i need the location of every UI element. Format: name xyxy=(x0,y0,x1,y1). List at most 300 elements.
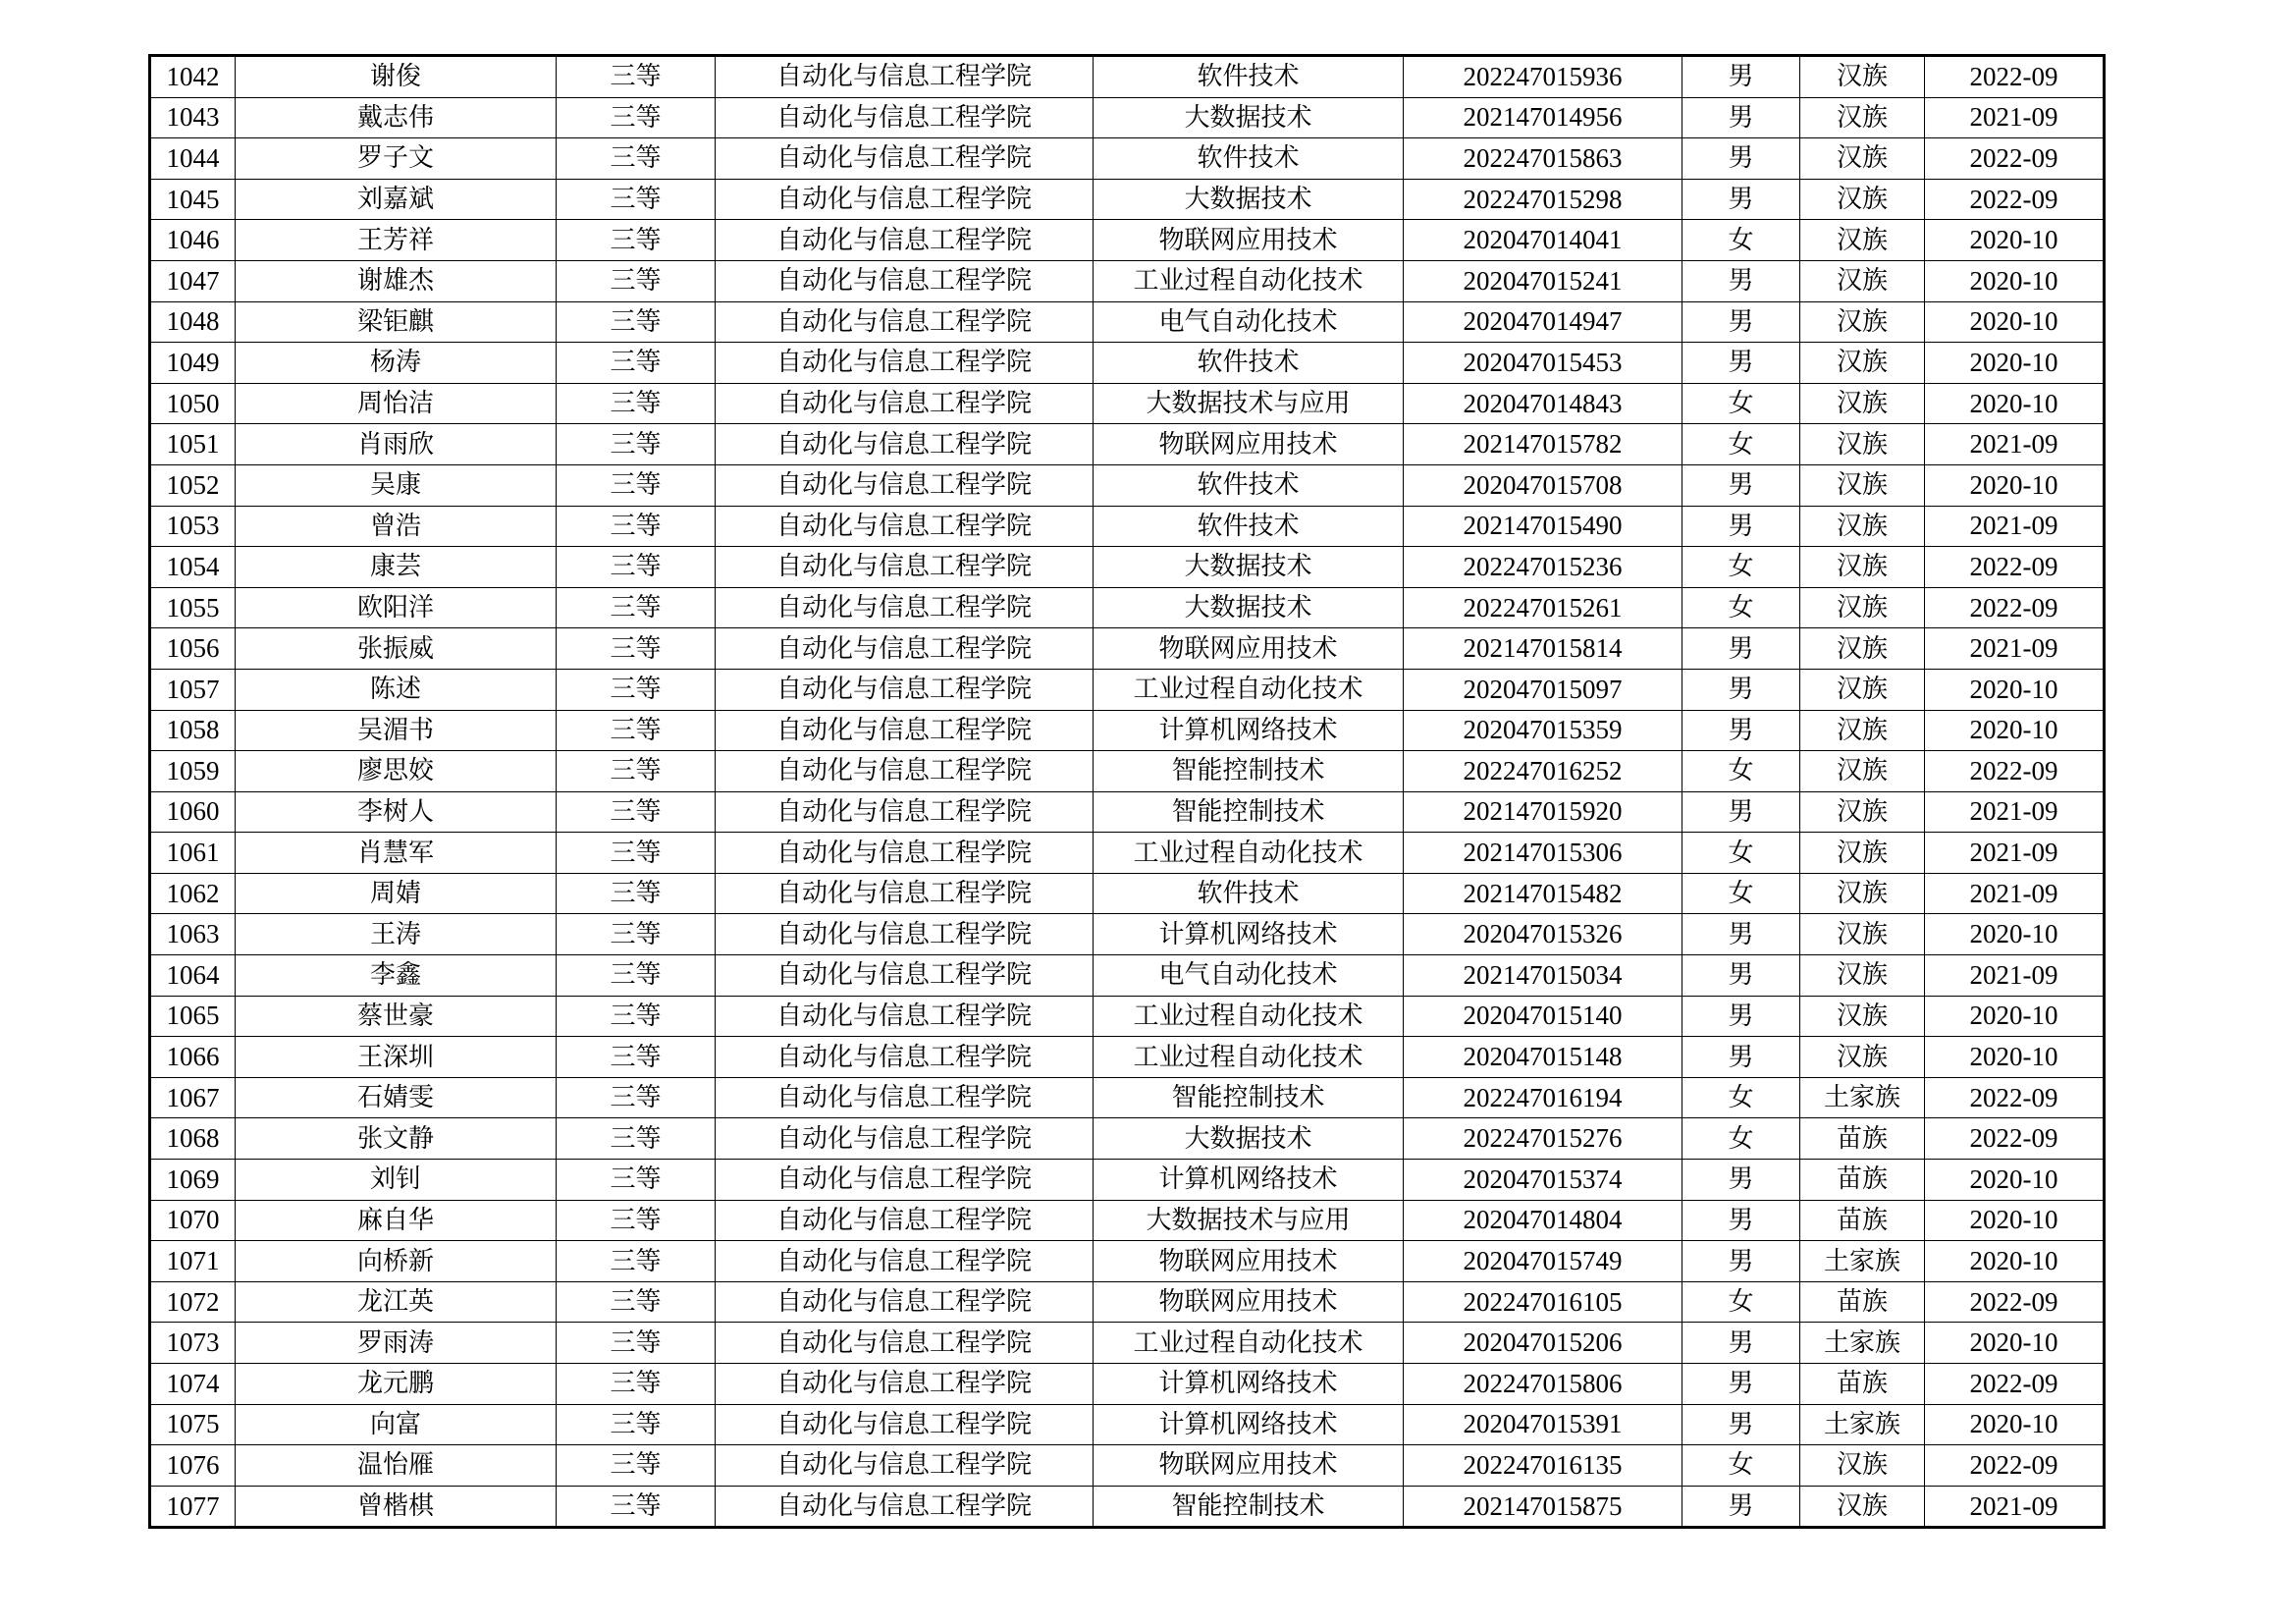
college-cell: 自动化与信息工程学院 xyxy=(716,955,1094,997)
college-cell: 自动化与信息工程学院 xyxy=(716,1077,1094,1118)
table-row xyxy=(150,873,2105,914)
award-level-cell: 三等 xyxy=(557,1404,716,1445)
major-cell: 智能控制技术 xyxy=(1094,791,1404,833)
major-cell: 软件技术 xyxy=(1094,56,1404,98)
serial-number-cell: 1069 xyxy=(150,1160,236,1201)
enrollment-date-cell: 2022-09 xyxy=(1925,138,2105,180)
student-id-cell: 202247015236 xyxy=(1404,547,1682,588)
table-row xyxy=(150,138,2105,180)
college-cell: 自动化与信息工程学院 xyxy=(716,873,1094,914)
serial-number-cell: 1052 xyxy=(150,464,236,506)
table-row xyxy=(150,97,2105,138)
ethnicity-cell: 汉族 xyxy=(1800,628,1925,670)
ethnicity-cell: 汉族 xyxy=(1800,1037,1925,1078)
student-id-cell: 202147015814 xyxy=(1404,628,1682,670)
student-name-cell: 周婧 xyxy=(236,873,557,914)
ethnicity-cell: 汉族 xyxy=(1800,873,1925,914)
serial-number-cell: 1053 xyxy=(150,506,236,547)
college-cell: 自动化与信息工程学院 xyxy=(716,996,1094,1037)
table-row xyxy=(150,1486,2105,1528)
award-level-cell: 三等 xyxy=(557,914,716,955)
ethnicity-cell: 汉族 xyxy=(1800,220,1925,261)
major-cell: 软件技术 xyxy=(1094,138,1404,180)
enrollment-date-cell: 2022-09 xyxy=(1925,1364,2105,1405)
student-name-cell: 梁钜麒 xyxy=(236,301,557,343)
award-level-cell: 三等 xyxy=(557,751,716,792)
student-name-cell: 罗雨涛 xyxy=(236,1323,557,1364)
gender-cell: 男 xyxy=(1682,791,1800,833)
student-name-cell: 周怡洁 xyxy=(236,383,557,424)
major-cell: 工业过程自动化技术 xyxy=(1094,1323,1404,1364)
enrollment-date-cell: 2021-09 xyxy=(1925,628,2105,670)
ethnicity-cell: 汉族 xyxy=(1800,1445,1925,1487)
ethnicity-cell: 汉族 xyxy=(1800,955,1925,997)
student-id-cell: 202047015749 xyxy=(1404,1241,1682,1282)
serial-number-cell: 1073 xyxy=(150,1323,236,1364)
student-name-cell: 刘嘉斌 xyxy=(236,179,557,220)
college-cell: 自动化与信息工程学院 xyxy=(716,1160,1094,1201)
gender-cell: 女 xyxy=(1682,547,1800,588)
award-level-cell: 三等 xyxy=(557,1364,716,1405)
student-name-cell: 康芸 xyxy=(236,547,557,588)
student-id-cell: 202247016194 xyxy=(1404,1077,1682,1118)
table-row xyxy=(150,301,2105,343)
college-cell: 自动化与信息工程学院 xyxy=(716,669,1094,710)
college-cell: 自动化与信息工程学院 xyxy=(716,97,1094,138)
gender-cell: 女 xyxy=(1682,1118,1800,1160)
ethnicity-cell: 汉族 xyxy=(1800,1486,1925,1528)
college-cell: 自动化与信息工程学院 xyxy=(716,587,1094,628)
enrollment-date-cell: 2020-10 xyxy=(1925,1241,2105,1282)
enrollment-date-cell: 2020-10 xyxy=(1925,343,2105,384)
ethnicity-cell: 土家族 xyxy=(1800,1404,1925,1445)
award-level-cell: 三等 xyxy=(557,1118,716,1160)
table-row xyxy=(150,1404,2105,1445)
student-id-cell: 202047015359 xyxy=(1404,710,1682,751)
table-row xyxy=(150,1037,2105,1078)
enrollment-date-cell: 2021-09 xyxy=(1925,873,2105,914)
student-name-cell: 谢雄杰 xyxy=(236,260,557,301)
student-id-cell: 202247015936 xyxy=(1404,56,1682,98)
ethnicity-cell: 汉族 xyxy=(1800,751,1925,792)
serial-number-cell: 1063 xyxy=(150,914,236,955)
table-row xyxy=(150,343,2105,384)
major-cell: 物联网应用技术 xyxy=(1094,220,1404,261)
serial-number-cell: 1046 xyxy=(150,220,236,261)
student-id-cell: 202047014041 xyxy=(1404,220,1682,261)
major-cell: 大数据技术与应用 xyxy=(1094,1200,1404,1241)
award-level-cell: 三等 xyxy=(557,791,716,833)
gender-cell: 男 xyxy=(1682,260,1800,301)
ethnicity-cell: 汉族 xyxy=(1800,791,1925,833)
award-level-cell: 三等 xyxy=(557,301,716,343)
table-body xyxy=(150,56,2105,1528)
award-level-cell: 三等 xyxy=(557,1445,716,1487)
student-id-cell: 202247016135 xyxy=(1404,1445,1682,1487)
major-cell: 物联网应用技术 xyxy=(1094,1241,1404,1282)
serial-number-cell: 1055 xyxy=(150,587,236,628)
student-id-cell: 202147015782 xyxy=(1404,424,1682,465)
major-cell: 软件技术 xyxy=(1094,343,1404,384)
gender-cell: 男 xyxy=(1682,1364,1800,1405)
award-level-cell: 三等 xyxy=(557,955,716,997)
student-id-cell: 202147015034 xyxy=(1404,955,1682,997)
gender-cell: 女 xyxy=(1682,751,1800,792)
ethnicity-cell: 汉族 xyxy=(1800,97,1925,138)
college-cell: 自动化与信息工程学院 xyxy=(716,1364,1094,1405)
enrollment-date-cell: 2020-10 xyxy=(1925,1037,2105,1078)
major-cell: 大数据技术 xyxy=(1094,97,1404,138)
table-row xyxy=(150,996,2105,1037)
ethnicity-cell: 汉族 xyxy=(1800,260,1925,301)
student-name-cell: 石婧雯 xyxy=(236,1077,557,1118)
enrollment-date-cell: 2020-10 xyxy=(1925,1160,2105,1201)
award-level-cell: 三等 xyxy=(557,547,716,588)
major-cell: 电气自动化技术 xyxy=(1094,301,1404,343)
enrollment-date-cell: 2020-10 xyxy=(1925,464,2105,506)
gender-cell: 女 xyxy=(1682,1445,1800,1487)
college-cell: 自动化与信息工程学院 xyxy=(716,1323,1094,1364)
student-id-cell: 202247015276 xyxy=(1404,1118,1682,1160)
award-level-cell: 三等 xyxy=(557,1160,716,1201)
major-cell: 工业过程自动化技术 xyxy=(1094,260,1404,301)
ethnicity-cell: 汉族 xyxy=(1800,179,1925,220)
student-name-cell: 李鑫 xyxy=(236,955,557,997)
enrollment-date-cell: 2021-09 xyxy=(1925,1486,2105,1528)
gender-cell: 男 xyxy=(1682,464,1800,506)
college-cell: 自动化与信息工程学院 xyxy=(716,1037,1094,1078)
gender-cell: 男 xyxy=(1682,996,1800,1037)
ethnicity-cell: 汉族 xyxy=(1800,587,1925,628)
serial-number-cell: 1044 xyxy=(150,138,236,180)
college-cell: 自动化与信息工程学院 xyxy=(716,628,1094,670)
ethnicity-cell: 汉族 xyxy=(1800,343,1925,384)
gender-cell: 女 xyxy=(1682,383,1800,424)
enrollment-date-cell: 2022-09 xyxy=(1925,751,2105,792)
student-id-cell: 202147015482 xyxy=(1404,873,1682,914)
enrollment-date-cell: 2021-09 xyxy=(1925,791,2105,833)
award-level-cell: 三等 xyxy=(557,56,716,98)
major-cell: 大数据技术 xyxy=(1094,1118,1404,1160)
student-name-cell: 李树人 xyxy=(236,791,557,833)
serial-number-cell: 1058 xyxy=(150,710,236,751)
student-id-cell: 202147015306 xyxy=(1404,833,1682,874)
student-award-table xyxy=(148,54,2106,1529)
major-cell: 计算机网络技术 xyxy=(1094,710,1404,751)
gender-cell: 女 xyxy=(1682,1077,1800,1118)
major-cell: 软件技术 xyxy=(1094,506,1404,547)
college-cell: 自动化与信息工程学院 xyxy=(716,343,1094,384)
serial-number-cell: 1051 xyxy=(150,424,236,465)
student-id-cell: 202047014804 xyxy=(1404,1200,1682,1241)
award-level-cell: 三等 xyxy=(557,343,716,384)
table-row xyxy=(150,751,2105,792)
gender-cell: 男 xyxy=(1682,97,1800,138)
ethnicity-cell: 汉族 xyxy=(1800,464,1925,506)
student-name-cell: 张文静 xyxy=(236,1118,557,1160)
gender-cell: 男 xyxy=(1682,710,1800,751)
college-cell: 自动化与信息工程学院 xyxy=(716,833,1094,874)
student-id-cell: 202147015490 xyxy=(1404,506,1682,547)
major-cell: 大数据技术 xyxy=(1094,179,1404,220)
award-level-cell: 三等 xyxy=(557,873,716,914)
student-name-cell: 肖雨欣 xyxy=(236,424,557,465)
table-row xyxy=(150,791,2105,833)
college-cell: 自动化与信息工程学院 xyxy=(716,1486,1094,1528)
major-cell: 工业过程自动化技术 xyxy=(1094,1037,1404,1078)
student-id-cell: 202247015806 xyxy=(1404,1364,1682,1405)
award-level-cell: 三等 xyxy=(557,220,716,261)
serial-number-cell: 1076 xyxy=(150,1445,236,1487)
student-id-cell: 202147015875 xyxy=(1404,1486,1682,1528)
student-id-cell: 202047015206 xyxy=(1404,1323,1682,1364)
major-cell: 物联网应用技术 xyxy=(1094,1445,1404,1487)
major-cell: 大数据技术与应用 xyxy=(1094,383,1404,424)
gender-cell: 男 xyxy=(1682,56,1800,98)
table-row xyxy=(150,56,2105,98)
student-name-cell: 向富 xyxy=(236,1404,557,1445)
table-row xyxy=(150,1323,2105,1364)
gender-cell: 男 xyxy=(1682,669,1800,710)
ethnicity-cell: 苗族 xyxy=(1800,1281,1925,1323)
gender-cell: 女 xyxy=(1682,873,1800,914)
award-level-cell: 三等 xyxy=(557,464,716,506)
gender-cell: 男 xyxy=(1682,301,1800,343)
award-level-cell: 三等 xyxy=(557,628,716,670)
student-name-cell: 谢俊 xyxy=(236,56,557,98)
student-id-cell: 202047015241 xyxy=(1404,260,1682,301)
enrollment-date-cell: 2020-10 xyxy=(1925,710,2105,751)
enrollment-date-cell: 2020-10 xyxy=(1925,383,2105,424)
serial-number-cell: 1062 xyxy=(150,873,236,914)
award-level-cell: 三等 xyxy=(557,1077,716,1118)
table-row xyxy=(150,587,2105,628)
serial-number-cell: 1070 xyxy=(150,1200,236,1241)
table-row xyxy=(150,1445,2105,1487)
enrollment-date-cell: 2022-09 xyxy=(1925,1118,2105,1160)
college-cell: 自动化与信息工程学院 xyxy=(716,506,1094,547)
ethnicity-cell: 苗族 xyxy=(1800,1118,1925,1160)
major-cell: 计算机网络技术 xyxy=(1094,1404,1404,1445)
table-row xyxy=(150,260,2105,301)
ethnicity-cell: 苗族 xyxy=(1800,1200,1925,1241)
student-name-cell: 龙元鹏 xyxy=(236,1364,557,1405)
award-level-cell: 三等 xyxy=(557,669,716,710)
student-name-cell: 吴康 xyxy=(236,464,557,506)
major-cell: 智能控制技术 xyxy=(1094,1486,1404,1528)
major-cell: 物联网应用技术 xyxy=(1094,424,1404,465)
table-row xyxy=(150,1241,2105,1282)
college-cell: 自动化与信息工程学院 xyxy=(716,1281,1094,1323)
student-name-cell: 肖慧军 xyxy=(236,833,557,874)
serial-number-cell: 1061 xyxy=(150,833,236,874)
enrollment-date-cell: 2021-09 xyxy=(1925,97,2105,138)
college-cell: 自动化与信息工程学院 xyxy=(716,1118,1094,1160)
table-row xyxy=(150,383,2105,424)
enrollment-date-cell: 2020-10 xyxy=(1925,1323,2105,1364)
college-cell: 自动化与信息工程学院 xyxy=(716,464,1094,506)
serial-number-cell: 1049 xyxy=(150,343,236,384)
table-row xyxy=(150,1200,2105,1241)
gender-cell: 男 xyxy=(1682,179,1800,220)
ethnicity-cell: 汉族 xyxy=(1800,914,1925,955)
student-id-cell: 202247015298 xyxy=(1404,179,1682,220)
award-level-cell: 三等 xyxy=(557,1323,716,1364)
serial-number-cell: 1067 xyxy=(150,1077,236,1118)
award-level-cell: 三等 xyxy=(557,1281,716,1323)
award-level-cell: 三等 xyxy=(557,506,716,547)
enrollment-date-cell: 2020-10 xyxy=(1925,301,2105,343)
major-cell: 智能控制技术 xyxy=(1094,751,1404,792)
college-cell: 自动化与信息工程学院 xyxy=(716,220,1094,261)
college-cell: 自动化与信息工程学院 xyxy=(716,383,1094,424)
ethnicity-cell: 汉族 xyxy=(1800,383,1925,424)
ethnicity-cell: 汉族 xyxy=(1800,301,1925,343)
gender-cell: 男 xyxy=(1682,1404,1800,1445)
major-cell: 工业过程自动化技术 xyxy=(1094,996,1404,1037)
student-name-cell: 温怡雁 xyxy=(236,1445,557,1487)
college-cell: 自动化与信息工程学院 xyxy=(716,424,1094,465)
gender-cell: 男 xyxy=(1682,914,1800,955)
serial-number-cell: 1066 xyxy=(150,1037,236,1078)
student-name-cell: 戴志伟 xyxy=(236,97,557,138)
ethnicity-cell: 汉族 xyxy=(1800,669,1925,710)
student-id-cell: 202247016252 xyxy=(1404,751,1682,792)
college-cell: 自动化与信息工程学院 xyxy=(716,179,1094,220)
major-cell: 物联网应用技术 xyxy=(1094,1281,1404,1323)
table-row xyxy=(150,833,2105,874)
student-id-cell: 202047015708 xyxy=(1404,464,1682,506)
award-level-cell: 三等 xyxy=(557,260,716,301)
student-id-cell: 202147014956 xyxy=(1404,97,1682,138)
student-name-cell: 蔡世豪 xyxy=(236,996,557,1037)
table-row xyxy=(150,547,2105,588)
enrollment-date-cell: 2020-10 xyxy=(1925,1404,2105,1445)
table-row xyxy=(150,464,2105,506)
award-level-cell: 三等 xyxy=(557,587,716,628)
award-level-cell: 三等 xyxy=(557,383,716,424)
award-level-cell: 三等 xyxy=(557,1241,716,1282)
serial-number-cell: 1071 xyxy=(150,1241,236,1282)
award-level-cell: 三等 xyxy=(557,179,716,220)
student-name-cell: 杨涛 xyxy=(236,343,557,384)
college-cell: 自动化与信息工程学院 xyxy=(716,547,1094,588)
serial-number-cell: 1065 xyxy=(150,996,236,1037)
major-cell: 计算机网络技术 xyxy=(1094,914,1404,955)
ethnicity-cell: 苗族 xyxy=(1800,1364,1925,1405)
enrollment-date-cell: 2022-09 xyxy=(1925,547,2105,588)
gender-cell: 男 xyxy=(1682,1160,1800,1201)
college-cell: 自动化与信息工程学院 xyxy=(716,710,1094,751)
college-cell: 自动化与信息工程学院 xyxy=(716,791,1094,833)
table-row xyxy=(150,1364,2105,1405)
student-id-cell: 202047015453 xyxy=(1404,343,1682,384)
enrollment-date-cell: 2022-09 xyxy=(1925,1077,2105,1118)
student-name-cell: 王芳祥 xyxy=(236,220,557,261)
table-row xyxy=(150,1160,2105,1201)
college-cell: 自动化与信息工程学院 xyxy=(716,138,1094,180)
serial-number-cell: 1054 xyxy=(150,547,236,588)
serial-number-cell: 1072 xyxy=(150,1281,236,1323)
table-row xyxy=(150,220,2105,261)
serial-number-cell: 1059 xyxy=(150,751,236,792)
serial-number-cell: 1045 xyxy=(150,179,236,220)
gender-cell: 男 xyxy=(1682,1241,1800,1282)
award-level-cell: 三等 xyxy=(557,833,716,874)
serial-number-cell: 1075 xyxy=(150,1404,236,1445)
college-cell: 自动化与信息工程学院 xyxy=(716,260,1094,301)
enrollment-date-cell: 2020-10 xyxy=(1925,260,2105,301)
gender-cell: 男 xyxy=(1682,138,1800,180)
major-cell: 计算机网络技术 xyxy=(1094,1364,1404,1405)
serial-number-cell: 1042 xyxy=(150,56,236,98)
gender-cell: 女 xyxy=(1682,220,1800,261)
serial-number-cell: 1060 xyxy=(150,791,236,833)
award-level-cell: 三等 xyxy=(557,424,716,465)
student-id-cell: 202047014947 xyxy=(1404,301,1682,343)
student-name-cell: 向桥新 xyxy=(236,1241,557,1282)
ethnicity-cell: 土家族 xyxy=(1800,1323,1925,1364)
college-cell: 自动化与信息工程学院 xyxy=(716,301,1094,343)
serial-number-cell: 1043 xyxy=(150,97,236,138)
enrollment-date-cell: 2020-10 xyxy=(1925,220,2105,261)
ethnicity-cell: 汉族 xyxy=(1800,506,1925,547)
serial-number-cell: 1074 xyxy=(150,1364,236,1405)
table-row xyxy=(150,669,2105,710)
award-level-cell: 三等 xyxy=(557,710,716,751)
student-name-cell: 吴湄书 xyxy=(236,710,557,751)
gender-cell: 男 xyxy=(1682,343,1800,384)
student-name-cell: 廖思姣 xyxy=(236,751,557,792)
table-row xyxy=(150,1077,2105,1118)
ethnicity-cell: 汉族 xyxy=(1800,710,1925,751)
gender-cell: 男 xyxy=(1682,628,1800,670)
enrollment-date-cell: 2020-10 xyxy=(1925,914,2105,955)
ethnicity-cell: 土家族 xyxy=(1800,1241,1925,1282)
student-id-cell: 202247016105 xyxy=(1404,1281,1682,1323)
ethnicity-cell: 汉族 xyxy=(1800,424,1925,465)
table-row xyxy=(150,1281,2105,1323)
table-row xyxy=(150,506,2105,547)
major-cell: 物联网应用技术 xyxy=(1094,628,1404,670)
gender-cell: 女 xyxy=(1682,587,1800,628)
award-level-cell: 三等 xyxy=(557,1200,716,1241)
student-id-cell: 202047014843 xyxy=(1404,383,1682,424)
student-id-cell: 202047015097 xyxy=(1404,669,1682,710)
student-name-cell: 张振威 xyxy=(236,628,557,670)
student-name-cell: 欧阳洋 xyxy=(236,587,557,628)
student-name-cell: 王涛 xyxy=(236,914,557,955)
student-id-cell: 202047015391 xyxy=(1404,1404,1682,1445)
table-row xyxy=(150,914,2105,955)
student-id-cell: 202047015326 xyxy=(1404,914,1682,955)
ethnicity-cell: 苗族 xyxy=(1800,1160,1925,1201)
gender-cell: 男 xyxy=(1682,955,1800,997)
major-cell: 软件技术 xyxy=(1094,873,1404,914)
enrollment-date-cell: 2020-10 xyxy=(1925,1200,2105,1241)
enrollment-date-cell: 2021-09 xyxy=(1925,424,2105,465)
table-row xyxy=(150,628,2105,670)
award-level-cell: 三等 xyxy=(557,1037,716,1078)
college-cell: 自动化与信息工程学院 xyxy=(716,1200,1094,1241)
college-cell: 自动化与信息工程学院 xyxy=(716,1241,1094,1282)
gender-cell: 女 xyxy=(1682,424,1800,465)
student-name-cell: 刘钊 xyxy=(236,1160,557,1201)
table-row xyxy=(150,179,2105,220)
gender-cell: 男 xyxy=(1682,1486,1800,1528)
serial-number-cell: 1048 xyxy=(150,301,236,343)
college-cell: 自动化与信息工程学院 xyxy=(716,751,1094,792)
